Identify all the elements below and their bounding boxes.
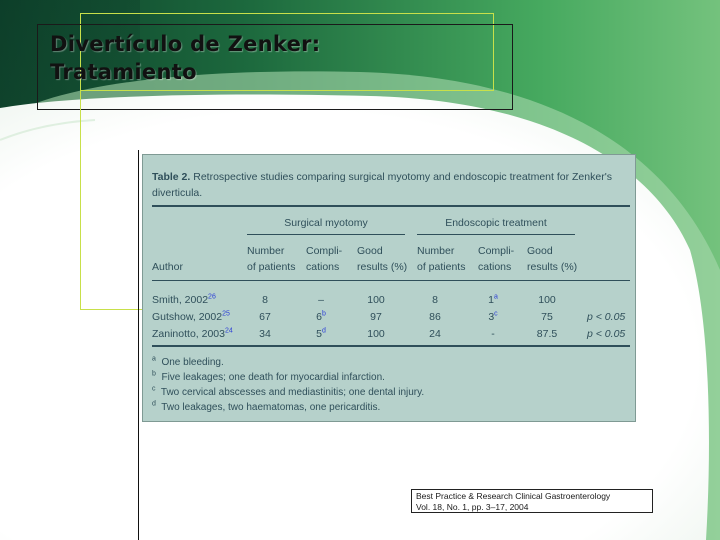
- source-citation: [411, 489, 653, 513]
- study-table: [142, 154, 636, 422]
- header-surgical-patients-2: of patients: [247, 261, 296, 273]
- header-endo-good-2: results (%): [527, 261, 578, 273]
- footnote-b: $^b$ Five leakages; one death for myocardial infarction.: [152, 370, 385, 383]
- title-line-1: Divertículo de Zenker:: [50, 32, 321, 56]
- header-endo-compl-1: Compli-: [478, 245, 515, 257]
- row-2-surgical-good: 97: [370, 311, 382, 323]
- row-2-endo-good: 75: [541, 311, 553, 323]
- row-2-endo-patients: 86: [429, 311, 441, 323]
- row-1-surgical-good: 100: [367, 294, 385, 306]
- header-surgical-good-2: results (%): [357, 261, 408, 273]
- row-1-surgical-patients: 8: [262, 294, 268, 306]
- header-surgical-compl-1: Compli-: [306, 245, 343, 257]
- footnote-d: $^d$ Two leakages, two haematomas, one pericarditis.: [152, 400, 381, 413]
- header-surgical-patients-1: Number: [247, 245, 285, 257]
- row-2-surgical-compl: 6$^b$: [316, 310, 326, 323]
- header-author: Author: [152, 261, 183, 273]
- divider-vertical-line: [138, 150, 139, 540]
- header-endo-patients-1: Number: [417, 245, 455, 257]
- row-1-surgical-compl: –: [318, 294, 324, 306]
- header-endo-compl-2: cations: [478, 261, 512, 273]
- row-3-author: Zaninotto, 2003$^{24}$: [152, 327, 233, 340]
- slide-title: [50, 30, 321, 86]
- row-3-endo-good: 87.5: [536, 328, 558, 340]
- group-rule-endoscopic: [417, 234, 575, 235]
- header-endo-good-1: Good: [527, 245, 553, 257]
- row-3-endo-compl: -: [491, 328, 495, 340]
- row-2-author: Gutshow, 2002$^{25}$: [152, 310, 230, 323]
- title-line-2: Tratamiento: [50, 60, 197, 84]
- table-bottom-rule: [152, 345, 630, 347]
- citation-journal: Best Practice & Research Clinical Gastroenterology: [416, 491, 611, 501]
- row-1-endo-compl: 1$^a$: [488, 293, 498, 306]
- group-rule-surgical: [247, 234, 405, 235]
- footnote-c: $^c$ Two cervical abscesses and mediastinitis; one dental injury.: [152, 385, 425, 398]
- row-3-endo-patients: 24: [429, 328, 441, 340]
- row-1-endo-good: 100: [538, 294, 556, 306]
- table-top-rule: [152, 205, 630, 207]
- row-1-endo-patients: 8: [432, 294, 438, 306]
- row-2-endo-compl: 3$^c$: [488, 310, 498, 323]
- group-header-endoscopic: Endoscopic treatment: [445, 217, 547, 229]
- row-3-surgical-good: 100: [367, 328, 385, 340]
- citation-volume: Vol. 18, No. 1, pp. 3–17, 2004: [416, 501, 529, 512]
- row-2-surgical-patients: 67: [259, 311, 271, 323]
- accent-horizontal-line: [80, 309, 142, 310]
- header-surgical-good-1: Good: [357, 245, 383, 257]
- row-3-p-value: p < 0.05: [587, 328, 626, 340]
- footnote-a: $^a$ One bleeding.: [152, 355, 224, 368]
- accent-vertical-line: [80, 90, 81, 309]
- row-3-surgical-patients: 34: [259, 328, 271, 340]
- row-3-surgical-compl: 5$^d$: [316, 327, 326, 340]
- group-header-surgical: Surgical myotomy: [284, 217, 368, 229]
- header-bottom-rule: [152, 280, 630, 281]
- header-endo-patients-2: of patients: [417, 261, 466, 273]
- row-2-p-value: p < 0.05: [587, 311, 626, 323]
- table-caption: Table 2. Retrospective studies comparing surgical myotomy and endoscopic treatment for Zenker's diverticula.: [152, 171, 612, 199]
- header-surgical-compl-2: cations: [306, 261, 340, 273]
- row-1-author: Smith, 2002$^{26}$: [152, 293, 216, 306]
